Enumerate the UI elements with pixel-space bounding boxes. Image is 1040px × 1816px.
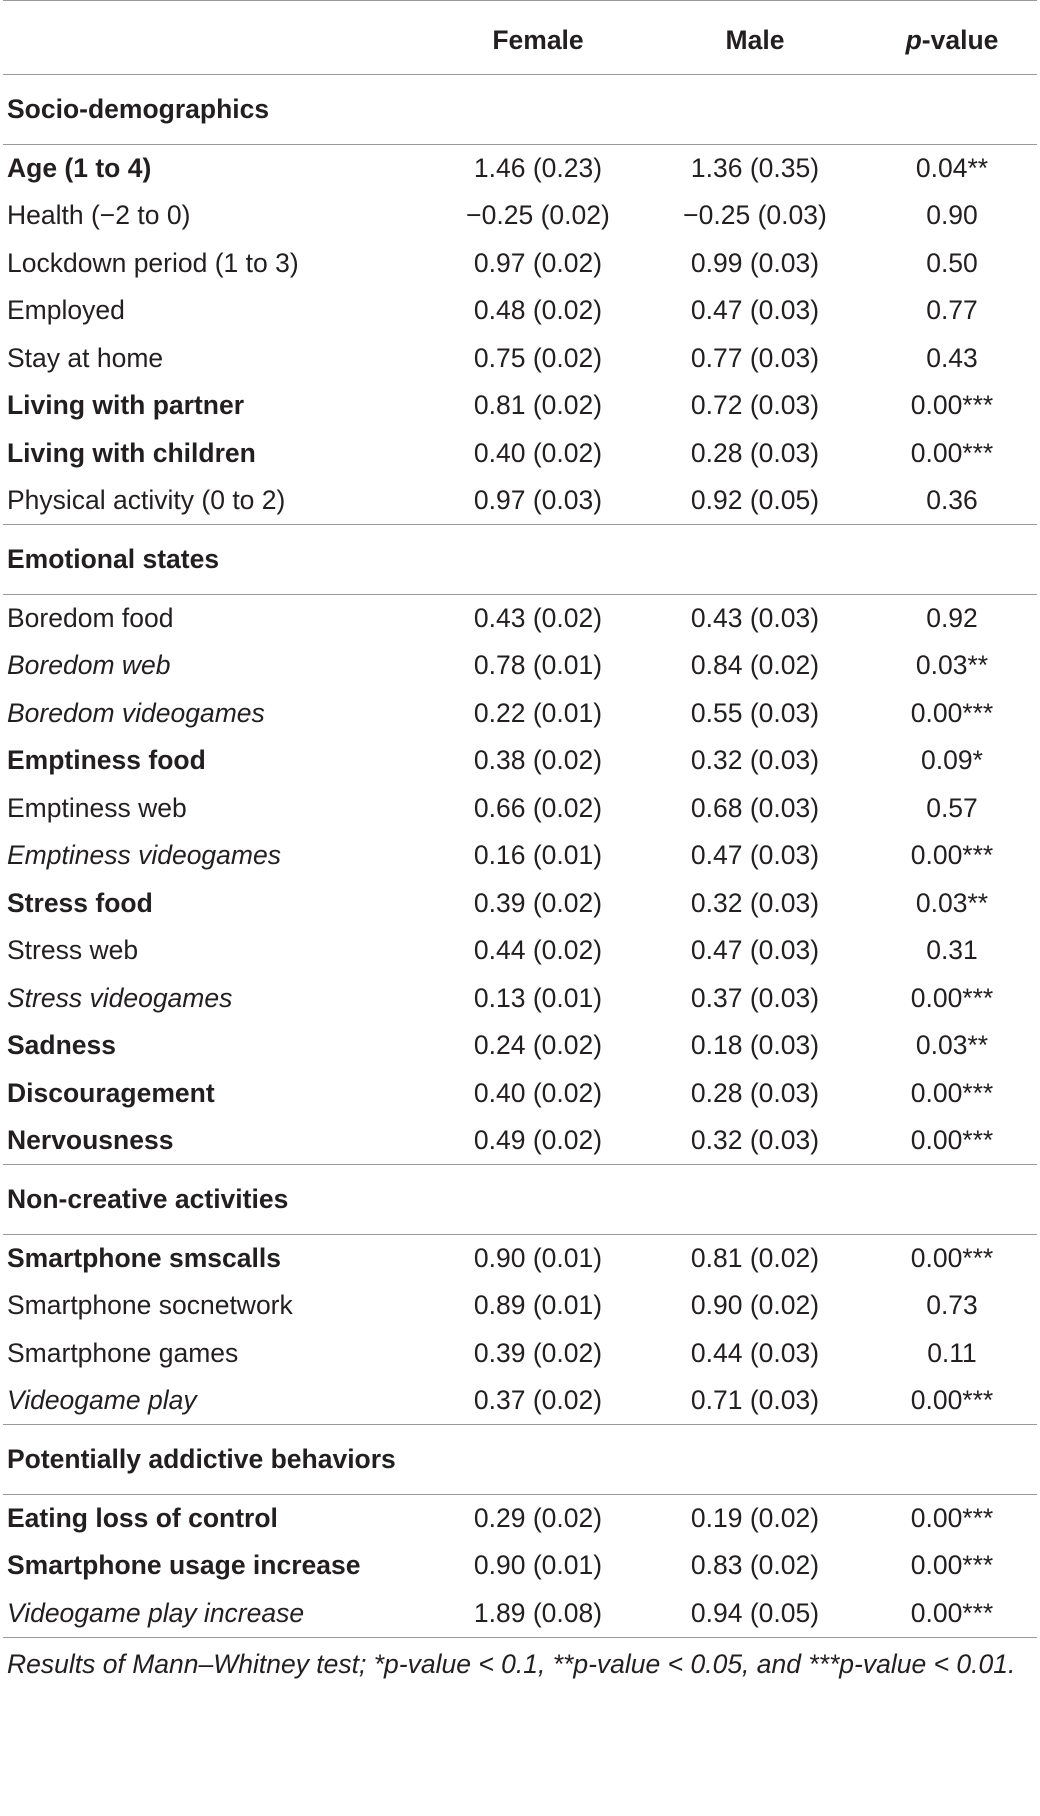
male-value: 0.37 (0.03)	[690, 982, 820, 1013]
row-label: Stress food	[7, 887, 153, 918]
header-p-italic: p	[905, 25, 922, 55]
section-title: Emotional states	[3, 525, 1037, 595]
row-label: Living with children	[7, 437, 256, 468]
male-value: 1.36 (0.35)	[690, 153, 820, 183]
table-row	[3, 430, 1037, 478]
row-label: Stress videogames	[7, 982, 233, 1013]
p-value: 0.03**	[915, 887, 989, 918]
female-value: 0.49 (0.02)	[473, 1125, 603, 1155]
female-value: 0.24 (0.02)	[473, 1030, 603, 1061]
female-value: 0.48 (0.02)	[473, 295, 603, 326]
female-value: 0.40 (0.02)	[473, 1077, 603, 1108]
p-value: 0.50	[926, 247, 978, 278]
female-value: 0.29 (0.02)	[473, 1503, 603, 1533]
male-value: 0.47 (0.03)	[690, 935, 820, 966]
male-value: 0.94 (0.05)	[643, 1590, 867, 1638]
table-row	[3, 1117, 1037, 1165]
p-value: 0.00***	[910, 1243, 994, 1273]
table-row	[3, 145, 1037, 193]
male-value: 0.83 (0.02)	[690, 1550, 820, 1581]
p-value: 0.00***	[910, 1077, 994, 1108]
female-value: 0.78 (0.01)	[473, 650, 603, 681]
header-male: Male	[643, 1, 867, 75]
section-header-row	[3, 525, 1037, 595]
section-header-row	[3, 1165, 1037, 1235]
table-row	[3, 1282, 1037, 1330]
table-row	[3, 287, 1037, 335]
female-value: 0.75 (0.02)	[473, 342, 603, 373]
p-value: 0.00***	[910, 697, 994, 728]
male-value: 0.72 (0.03)	[690, 390, 820, 421]
row-label: Emptiness food	[7, 745, 206, 776]
p-value: 0.04**	[915, 153, 989, 183]
table-row	[3, 927, 1037, 975]
female-value: 0.66 (0.02)	[473, 792, 603, 823]
row-label: Boredom web	[7, 650, 171, 681]
female-value: 0.16 (0.01)	[473, 840, 603, 871]
male-value: 0.47 (0.03)	[690, 840, 820, 871]
p-value: 0.43	[926, 342, 978, 373]
p-value: 0.00***	[910, 1125, 994, 1155]
p-value: 0.00***	[910, 437, 994, 468]
male-value: 0.43 (0.03)	[690, 603, 820, 633]
p-value: 0.00***	[910, 1550, 994, 1581]
p-value: 0.36	[926, 485, 978, 515]
p-value: 0.00***	[867, 1590, 1037, 1638]
row-label: Emptiness videogames	[7, 840, 281, 871]
row-label: Sadness	[7, 1030, 117, 1061]
row-label: Employed	[7, 295, 125, 326]
section-title: Potentially addictive behaviors	[3, 1425, 1037, 1495]
table-row	[3, 1590, 1037, 1638]
female-value: 0.39 (0.02)	[473, 1337, 603, 1368]
table-row	[3, 1022, 1037, 1070]
table-row	[3, 240, 1037, 288]
row-label: Stay at home	[7, 342, 164, 373]
table-row	[3, 192, 1037, 240]
male-value: 0.28 (0.03)	[690, 1077, 820, 1108]
male-value: 0.19 (0.02)	[690, 1503, 820, 1533]
row-label: Stress web	[7, 935, 139, 966]
female-value: 0.44 (0.02)	[473, 935, 603, 966]
row-label: Smartphone games	[7, 1337, 239, 1368]
female-value: 1.89 (0.08)	[433, 1590, 643, 1638]
row-label: Lockdown period (1 to 3)	[7, 247, 299, 278]
p-value: 0.92	[926, 603, 978, 633]
p-value: 0.00***	[910, 390, 994, 421]
header-p-rest: -value	[921, 25, 999, 55]
female-value: 0.37 (0.02)	[473, 1385, 603, 1415]
male-value: 0.81 (0.02)	[690, 1243, 820, 1273]
table-row	[3, 785, 1037, 833]
female-value: 0.97 (0.03)	[473, 485, 603, 515]
table-row	[3, 642, 1037, 690]
female-value: 0.97 (0.02)	[473, 247, 603, 278]
table-row	[3, 880, 1037, 928]
male-value: 0.55 (0.03)	[690, 697, 820, 728]
male-value: 0.47 (0.03)	[690, 295, 820, 326]
p-value: 0.03**	[915, 650, 989, 681]
table-row	[3, 1542, 1037, 1590]
row-label: Boredom videogames	[7, 697, 265, 728]
table-header-row	[3, 1, 1037, 75]
table-row	[3, 335, 1037, 383]
female-value: 0.90 (0.01)	[473, 1550, 603, 1581]
table-row	[3, 477, 1037, 525]
row-label: Age (1 to 4)	[7, 153, 152, 183]
p-value: 0.77	[926, 295, 978, 326]
row-label: Videogame play increase	[3, 1590, 433, 1638]
female-value: 0.89 (0.01)	[473, 1290, 603, 1321]
female-value: 1.46 (0.23)	[473, 153, 603, 183]
p-value: 0.73	[926, 1290, 978, 1321]
female-value: 0.13 (0.01)	[473, 982, 603, 1013]
p-value: 0.00***	[910, 982, 994, 1013]
female-value: 0.40 (0.02)	[473, 437, 603, 468]
table-row	[3, 1330, 1037, 1378]
male-value: 0.32 (0.03)	[690, 887, 820, 918]
table-row	[3, 975, 1037, 1023]
table-row	[3, 690, 1037, 738]
male-value: 0.71 (0.03)	[690, 1385, 820, 1415]
section-title: Non-creative activities	[3, 1165, 1037, 1235]
row-label: Videogame play	[7, 1385, 197, 1415]
male-value: 0.92 (0.05)	[690, 485, 820, 515]
header-female: Female	[433, 1, 643, 75]
p-value: 0.31	[926, 935, 978, 966]
female-value: 0.81 (0.02)	[473, 390, 603, 421]
row-label: Smartphone smscalls	[7, 1243, 281, 1273]
p-value: 0.00***	[910, 1385, 994, 1415]
header-label-cell	[3, 1, 433, 75]
row-label: Smartphone usage increase	[7, 1550, 361, 1581]
female-value: 0.43 (0.02)	[473, 603, 603, 633]
male-value: 0.99 (0.03)	[690, 247, 820, 278]
table-row	[3, 1377, 1037, 1425]
p-value: 0.09*	[921, 745, 983, 776]
results-table-container	[3, 0, 1037, 1683]
row-label: Physical activity (0 to 2)	[7, 485, 286, 515]
male-value: 0.90 (0.02)	[690, 1290, 820, 1321]
female-value: −0.25 (0.02)	[466, 200, 610, 231]
table-row	[3, 832, 1037, 880]
row-label: Nervousness	[7, 1125, 174, 1155]
section-title: Socio-demographics	[3, 75, 1037, 145]
section-header-row	[3, 75, 1037, 145]
table-row	[3, 1495, 1037, 1543]
p-value: 0.00***	[910, 1503, 994, 1533]
p-value: 0.57	[926, 792, 978, 823]
p-value: 0.00***	[910, 840, 994, 871]
table-footnote: Results of Mann–Whitney test; *p-value < 0.1, **p-value < 0.05, and ***p-value < 0.01.	[7, 1648, 1016, 1679]
section-header-row	[3, 1425, 1037, 1495]
results-table	[3, 0, 1037, 1638]
p-value: 0.03**	[915, 1030, 989, 1061]
table-row	[3, 1070, 1037, 1118]
female-value: 0.90 (0.01)	[473, 1243, 603, 1273]
table-row	[3, 595, 1037, 643]
male-value: 0.32 (0.03)	[690, 745, 820, 776]
male-value: 0.28 (0.03)	[690, 437, 820, 468]
male-value: 0.77 (0.03)	[690, 342, 820, 373]
row-label: Boredom food	[7, 603, 174, 633]
row-label: Living with partner	[7, 390, 245, 421]
table-row	[3, 1235, 1037, 1283]
male-value: 0.84 (0.02)	[690, 650, 820, 681]
male-value: 0.68 (0.03)	[690, 792, 820, 823]
female-value: 0.39 (0.02)	[473, 887, 603, 918]
header-p-value	[867, 1, 1037, 75]
male-value: 0.18 (0.03)	[690, 1030, 820, 1061]
row-label: Emptiness web	[7, 792, 187, 823]
table-row	[3, 737, 1037, 785]
male-value: −0.25 (0.03)	[683, 200, 827, 231]
female-value: 0.38 (0.02)	[473, 745, 603, 776]
male-value: 0.32 (0.03)	[690, 1125, 820, 1155]
p-value: 0.11	[927, 1337, 977, 1368]
male-value: 0.44 (0.03)	[690, 1337, 820, 1368]
female-value: 0.22 (0.01)	[473, 697, 603, 728]
table-body	[3, 75, 1037, 1638]
row-label: Smartphone socnetwork	[7, 1290, 293, 1321]
row-label: Eating loss of control	[7, 1503, 278, 1533]
table-row	[3, 382, 1037, 430]
row-label: Health (−2 to 0)	[7, 200, 191, 231]
p-value: 0.90	[926, 200, 978, 231]
row-label: Discouragement	[7, 1077, 215, 1108]
